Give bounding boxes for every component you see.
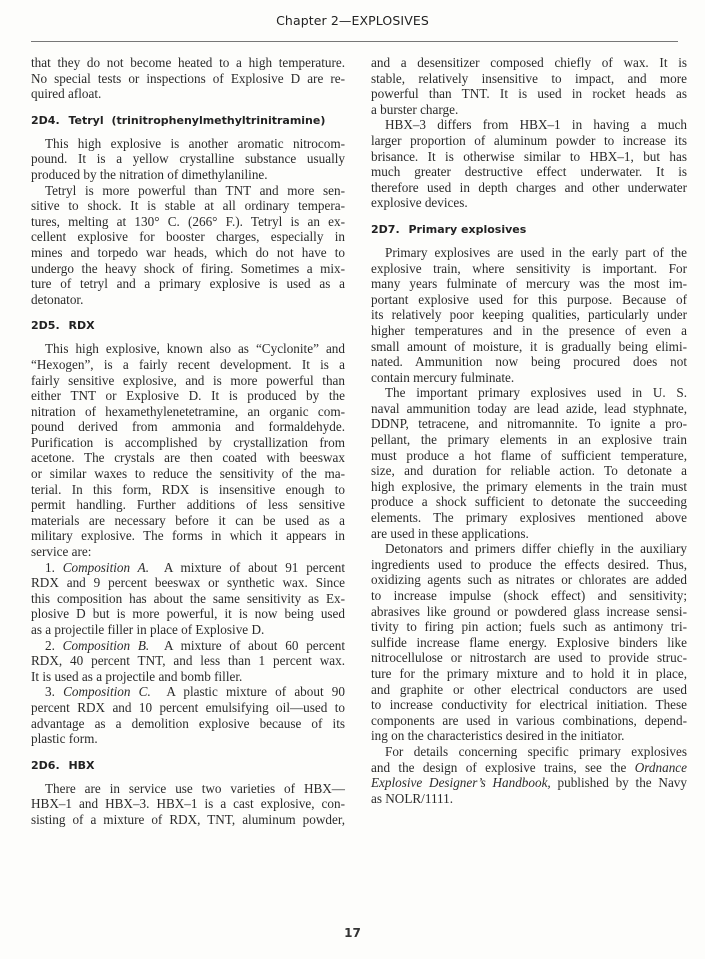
text-line: pellant, the primary elements in an explosive train xyxy=(371,432,687,448)
hbx3-paragraph xyxy=(371,117,687,211)
text-line: undergo the heavy shock of firing. Sometimes a mix- xyxy=(31,260,345,276)
text-line: No special tests or inspections of Explosive D are re- xyxy=(31,70,345,86)
text-line: either TNT or Explosive D. It is produced by the xyxy=(31,388,345,404)
text-line: Primary explosives are used in the early part of the xyxy=(385,244,687,260)
text-line: elements. The primary explosives mentioned above xyxy=(371,510,687,526)
text-line xyxy=(371,760,687,776)
text-line: ture for the primary mixture and to hold it in place, xyxy=(371,665,687,681)
item-label: Composition B. xyxy=(62,637,150,653)
text-line: This high explosive is another aromatic nitrocom- xyxy=(45,135,345,151)
text-line xyxy=(371,775,687,791)
text-line: as NOLR/1111. xyxy=(371,790,454,806)
text-line: naval ammunition today are lead azide, lead styphnate, xyxy=(371,400,687,416)
section-number: 2D5. xyxy=(31,319,60,333)
text-line: terial. In this form, RDX is insensitive enough to xyxy=(31,481,345,497)
text-line: small amount of moisture, it is gradually being elimi- xyxy=(371,338,687,354)
text-line: advantage as a demolition explosive because of its xyxy=(31,715,345,731)
text-line: pound. It is a yellow crystalline substance usually xyxy=(31,151,345,167)
text-line: service are: xyxy=(31,544,92,560)
text-line: its relatively poor keeping qualities, particularly under xyxy=(371,307,687,323)
hbx-paragraph xyxy=(31,781,345,828)
text-line: quired afloat. xyxy=(31,86,102,102)
section-title: Tetryl xyxy=(68,113,104,127)
text-line: HBX–1 and HBX–3. HBX–1 is a cast explosive, con- xyxy=(31,796,345,812)
text-line: For details concerning specific primary explosives xyxy=(385,743,687,759)
text-line: percent RDX and 10 percent emulsifying oil—used to xyxy=(31,699,345,715)
text-line: ing on the characteristics desired in the initiator. xyxy=(371,728,625,744)
text-line: acetone. The crystals are then coated with beeswax xyxy=(31,450,345,466)
text-line: RDX and 9 percent beeswax or synthetic wax. Since xyxy=(31,575,345,591)
text-line: explosive train, where sensitivity is important. For xyxy=(371,260,687,276)
text-line: must produce a hot flame of sufficient temperature, xyxy=(371,447,687,463)
section-title: Primary explosives xyxy=(408,222,527,236)
page-number: 17 xyxy=(344,926,361,940)
text-line: oxidizing agents such as nitrates or chlorates are added xyxy=(371,572,687,588)
text-line: to increase conductivity for electrical initiation. These xyxy=(371,697,687,713)
text-line: portant explosive used for this purpose. Because of xyxy=(371,291,687,307)
text-line: plosive D but is more powerful, it is now being used xyxy=(31,606,345,622)
text-line: contain mercury fulminate. xyxy=(371,369,515,385)
text-line: sisting of a mixture of RDX, TNT, aluminum powder, xyxy=(31,811,345,827)
text-line: mines and torpedo war heads, which do not have to xyxy=(31,244,345,260)
text-line: tivity to firing pin action; fuels such as antimony tri- xyxy=(371,619,687,635)
text-line: produced by the nitration of dimethylaniline. xyxy=(31,166,268,182)
section-title: RDX xyxy=(68,319,95,333)
text-line xyxy=(31,638,345,654)
primary-paragraph-4 xyxy=(371,744,687,806)
text-line: detonator. xyxy=(31,291,84,307)
section-number: 2D7. xyxy=(371,222,400,236)
text-line: size, and duration for reliable action. To detonate a xyxy=(371,463,687,479)
text-line: There are in service use two varieties of HBX— xyxy=(45,780,345,796)
text-line: powerful than TNT. It is used in rocket heads as xyxy=(371,86,687,102)
tetryl-paragraph-1 xyxy=(31,136,345,183)
text-line: a burster charge. xyxy=(371,101,459,117)
text-line: The important primary explosives used in U. S. xyxy=(385,385,687,401)
rdx-paragraph xyxy=(31,341,345,559)
intro-paragraph xyxy=(31,55,345,102)
text-line: stable, relatively insensitive to impact, and more xyxy=(371,70,687,86)
text-line: RDX, 40 percent TNT, and less than 1 percent wax. xyxy=(31,653,345,669)
text-line: and graphite or other electrical conductors are used xyxy=(371,681,687,697)
text-line: much greater destructive effect underwater. It is xyxy=(371,164,687,180)
text-line: as a projectile filler in place of Explosive D. xyxy=(31,622,265,637)
item-label: Composition C. xyxy=(63,684,151,700)
item-number: 1. xyxy=(45,559,63,575)
text-line: sulfide increase flame energy. Explosive binders like xyxy=(371,634,687,650)
text-line: ture of tetryl and a primary explosive is used as a xyxy=(31,276,345,292)
text-line: are used in these applications. xyxy=(371,525,529,541)
text-line: brisance. It is otherwise similar to HBX–1, but has xyxy=(371,148,687,164)
item-label: Composition A. xyxy=(62,559,150,575)
section-title: HBX xyxy=(68,758,95,772)
primary-paragraph-1 xyxy=(371,245,687,385)
composition-b-item xyxy=(31,638,345,685)
text-line: to increase impulse (shock effect) and sensitivity; xyxy=(371,588,687,603)
text-line: many years fulminate of mercury was the most im- xyxy=(371,276,687,292)
text-line: It is used as a projectile and bomb filler. xyxy=(31,668,243,684)
composition-c-item xyxy=(31,684,345,746)
text-line: this composition has about the same sensitivity as Ex- xyxy=(31,590,345,606)
text-line: sitive to shock. It is stable at all ordinary tempera- xyxy=(31,198,345,214)
text-line: This high explosive, known also as “Cyclonite” and xyxy=(45,341,345,357)
text-line: DDNP, tetracene, and nitromannite. To ignite a pro- xyxy=(371,416,687,432)
text-line: nitrocellulose or nitrostarch are used to provide struc- xyxy=(371,650,687,666)
item-text: A mixture of about 60 percent xyxy=(149,637,346,653)
section-heading-2d7 xyxy=(371,221,687,239)
header-rule xyxy=(31,41,678,42)
text-line: “Hexogen”, is a fairly recent development. It is a xyxy=(31,356,345,372)
primary-paragraph-3 xyxy=(371,541,687,744)
item-text: A mixture of about 91 percent xyxy=(149,559,346,575)
section-heading-2d4 xyxy=(31,112,345,130)
text-line: larger proportion of aluminum powder to increase its xyxy=(371,132,687,148)
section-number: 2D6. xyxy=(31,758,60,772)
text-line: permit handling. Further additions of less sensitive xyxy=(31,497,345,513)
text-line: HBX–3 differs from HBX–1 in having a much xyxy=(385,117,687,133)
text-line: tures, melting at 130° C. (266° F.). Tetryl is an ex- xyxy=(31,213,345,229)
text-line: materials are necessary before it can be used as a xyxy=(31,512,345,528)
text-line: abrasives like ground or powdered glass increase sensi- xyxy=(371,603,687,619)
text-line: Tetryl is more powerful than TNT and more sen- xyxy=(45,182,345,198)
text-line: cellent explosive for booster charges, especially in xyxy=(31,229,345,245)
section-subtitle: (trinitrophenylmethyltrinitramine) xyxy=(111,113,326,127)
text-line: explosive devices. xyxy=(371,195,468,211)
text-line: components are used in various combinations, depend- xyxy=(371,712,687,728)
book-title-segment: Explosive Designer’s Handbook, xyxy=(371,775,551,791)
text-line: high explosive, the primary elements in the train must xyxy=(371,478,687,494)
text-line: military explosive. The forms in which it appears in xyxy=(31,528,345,544)
section-heading-2d6 xyxy=(31,757,345,775)
text-line: and a desensitizer composed chiefly of wax. It is xyxy=(371,55,687,70)
text-line: fairly sensitive explosive, and is more powerful than xyxy=(31,372,345,388)
text-line: pound derived from ammonia and formaldehyde. xyxy=(31,419,345,435)
composition-a-item xyxy=(31,560,345,638)
text-line: ingredients used to produce the effects desired. Thus, xyxy=(371,556,687,572)
text-line: that they do not become heated to a high temperature. xyxy=(31,55,345,70)
text-line: or similar waxes to reduce the sensitivity of the ma- xyxy=(31,466,345,482)
book-title-segment: Ordnance xyxy=(634,759,687,775)
running-head: Chapter 2—EXPLOSIVES xyxy=(276,13,429,28)
text-line: therefore used in depth charges and other underwater xyxy=(371,179,687,195)
hbx-continuation-paragraph xyxy=(371,55,687,117)
item-text: A plastic mixture of about 90 xyxy=(150,684,345,700)
left-column xyxy=(31,55,345,828)
text-line: higher temperatures and in the presence of even a xyxy=(371,322,687,338)
text-line: plastic form. xyxy=(31,731,98,747)
text-line xyxy=(31,560,345,576)
text-line: nitration of hexamethylenetetramine, an organic com- xyxy=(31,403,345,419)
text-line: produce a shock sufficient to detonate the succeeding xyxy=(371,494,687,510)
item-number: 2. xyxy=(45,637,63,653)
section-number: 2D4. xyxy=(31,113,60,127)
item-number: 3. xyxy=(45,684,64,700)
text-segment: and the design of explosive trains, see the xyxy=(371,759,635,775)
tetryl-paragraph-2 xyxy=(31,183,345,308)
text-line xyxy=(31,684,345,700)
text-line: Detonators and primers differ chiefly in the auxiliary xyxy=(385,541,687,557)
text-segment: published by the Navy xyxy=(550,775,687,791)
text-line: Purification is accomplished by crystallization from xyxy=(31,434,345,450)
section-heading-2d5 xyxy=(31,317,345,335)
text-line: nated. Ammunition now being procured does not xyxy=(371,354,687,370)
right-column xyxy=(371,55,687,806)
primary-paragraph-2 xyxy=(371,385,687,541)
